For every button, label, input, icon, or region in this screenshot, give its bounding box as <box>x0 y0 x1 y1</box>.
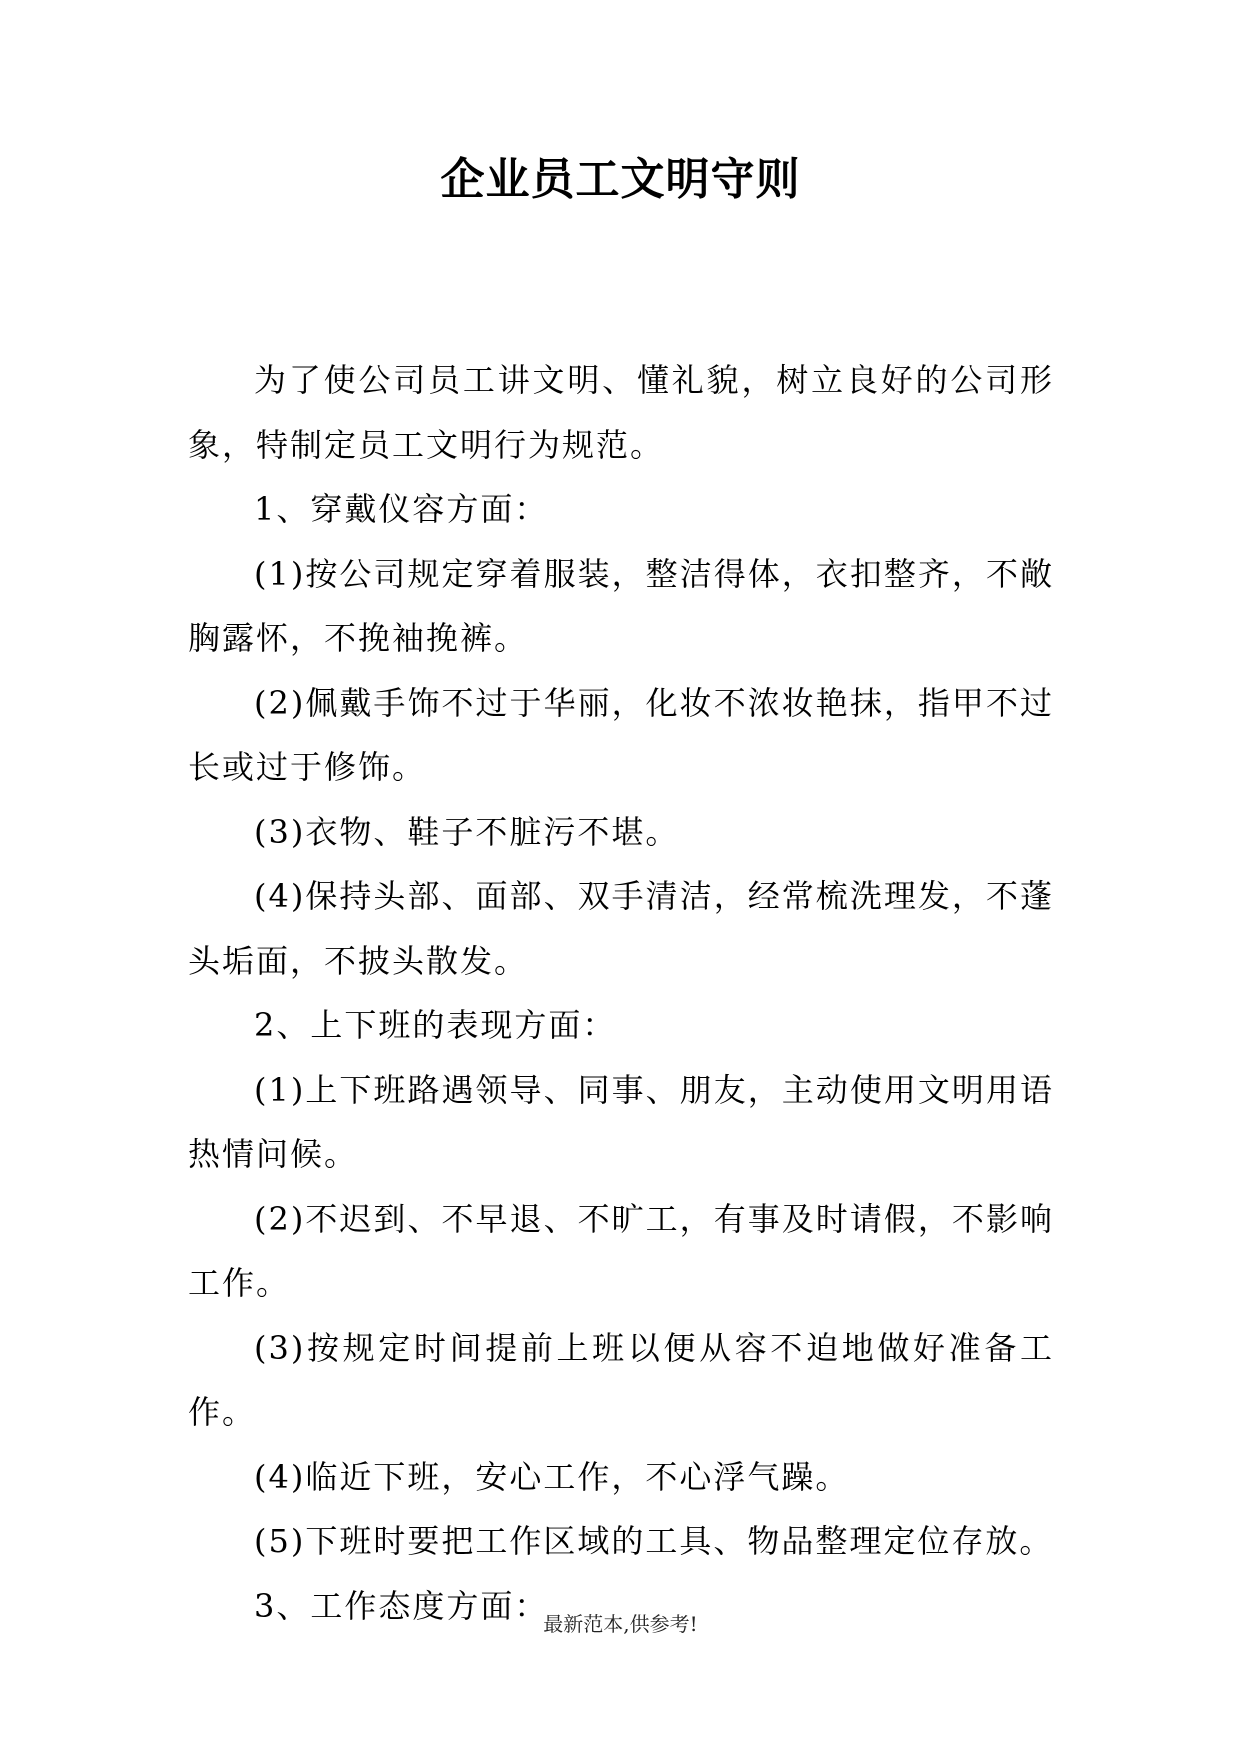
section-heading-attitude: 3、工作态度方面： <box>254 1586 549 1625</box>
paragraph-commute-5: (5)下班时要把工作区域的工具、物品整理定位存放。 <box>254 1522 1054 1560</box>
page-footer: 最新范本,供参考! <box>543 1612 698 1636</box>
section-heading-commute: 2、上下班的表现方面： <box>254 1006 617 1044</box>
section-heading-attire: 1、穿戴仪容方面： <box>254 490 549 528</box>
document-body <box>188 348 1054 1638</box>
paragraph-commute-4: (4)临近下班，安心工作，不心浮气躁。 <box>254 1457 850 1496</box>
paragraph-attire-2: (2)佩戴手饰不过于华丽，化妆不浓妆艳抹，指甲不过长或过于修饰。 <box>188 683 1054 786</box>
paragraph-commute-1: (1)上下班路遇领导、同事、朋友，主动使用文明用语热情问候。 <box>188 1070 1054 1173</box>
paragraph-attire-3: (3)衣物、鞋子不脏污不堪。 <box>254 812 680 851</box>
paragraph-attire-1: (1)按公司规定穿着服装，整洁得体，衣扣整齐，不敞胸露怀，不挽袖挽裤。 <box>188 554 1054 657</box>
paragraph-attire-4: (4)保持头部、面部、双手清洁，经常梳洗理发，不蓬头垢面，不披头散发。 <box>188 877 1054 980</box>
paragraph-commute-2: (2)不迟到、不早退、不旷工，有事及时请假，不影响工作。 <box>188 1199 1054 1302</box>
paragraph-commute-3: (3)按规定时间提前上班以便从容不迫地做好准备工作。 <box>188 1328 1054 1431</box>
paragraph-intro: 为了使公司员工讲文明、懂礼貌，树立良好的公司形象，特制定员工文明行为规范。 <box>188 361 1054 464</box>
document-title: 企业员工文明守则 <box>440 154 801 205</box>
